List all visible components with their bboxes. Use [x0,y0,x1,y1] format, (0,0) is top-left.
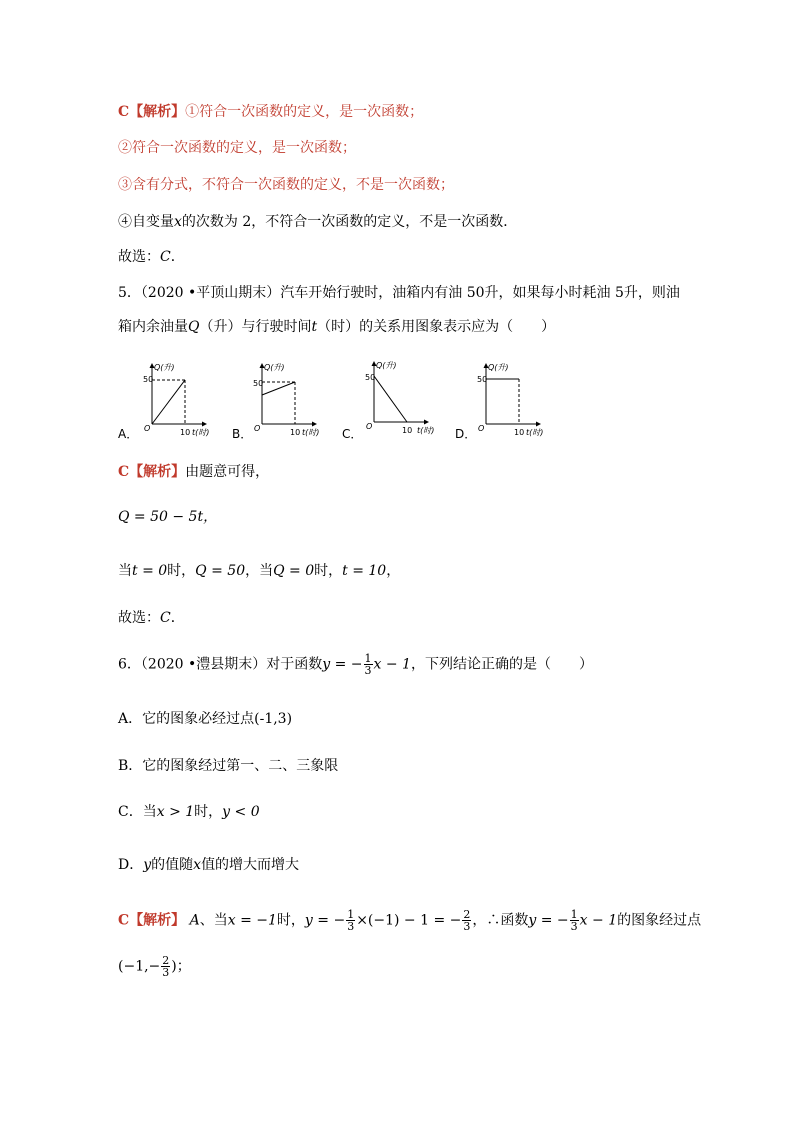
variable: x [174,214,182,230]
x-value-label: 10 [514,428,525,437]
analysis-text: ①符合一次函数的定义，是一次函数； [185,104,424,120]
fraction [364,653,373,676]
option-a-label[interactable]: A． [118,427,139,441]
x-axis-label: t(时) [302,428,320,437]
text: D． [118,857,144,873]
graph-a [140,362,220,437]
text: 的次数为 2，不符合一次函数的定义，不是一次函数． [181,214,518,230]
text: ． [170,610,185,626]
origin-label: O [144,424,151,433]
option-d-label[interactable]: D． [455,427,477,441]
graph-b [250,362,330,437]
denominator: 3 [570,920,578,933]
text: （时）的关系用图象表示应为（ ） [317,319,556,335]
x-value-label: 10 [290,428,301,437]
analysis3-line2 [118,955,191,978]
fraction [570,909,579,932]
x-axis-label: t(时) [417,426,435,435]
answer-tag-letter: C [118,464,130,480]
text: 当 [118,563,132,579]
graph-c [362,360,442,435]
analysis2-answer [118,609,185,627]
origin-label: O [254,424,261,433]
text: 、当 [199,912,228,929]
math: y = − [304,912,346,929]
analysis1-answer [118,248,185,266]
text: ． [170,249,185,265]
text: A．它的图象必经过点 [118,711,255,727]
q6-stem [118,653,593,676]
y-value-label: 50 [143,375,154,384]
x-value-label: 10 [180,428,191,437]
math: x − 1 [373,656,411,673]
text: ； [176,958,191,975]
text: 的值随 [151,857,194,873]
math: (-1,3) [254,711,293,727]
analysis1-line3: ③含有分式，不符合一次函数的定义，不是一次函数； [118,177,454,193]
math: x [193,857,202,873]
text: 故选： [118,610,160,626]
math: A [189,912,200,929]
text: 6．（2020 •澧县期末）对于函数 [118,656,323,673]
math: x = −1 [227,912,277,929]
numerator: 1 [347,908,355,921]
text: （升）与行驶时间 [199,319,312,335]
math: Q = 50 [195,563,246,579]
numerator: 2 [463,908,471,921]
condition-line [118,562,400,580]
graph-d [474,362,554,437]
numerator: 2 [162,954,170,967]
math: y < 0 [222,804,260,820]
q6-option-b[interactable]: B．它的图象经过第一、二、三象限 [118,758,339,774]
q5-stem-line2 [118,318,555,336]
origin-label: O [366,422,373,431]
denominator: 3 [162,966,170,979]
text: 的图象经过点 [617,912,702,929]
q6-option-c[interactable] [118,803,260,821]
denominator: 3 [347,920,355,933]
text: 时， [194,804,223,820]
math: x > 1 [156,804,195,820]
fraction [161,955,170,978]
math: t = 10 [342,563,387,579]
analysis2-line1 [118,463,269,481]
text: ， [386,563,401,579]
variable: t [311,319,318,335]
math: (−1,− [118,958,161,975]
text: C．当 [118,804,157,820]
math: x − 1 [579,912,618,929]
text: 时， [167,563,196,579]
analysis3-line1 [118,909,701,932]
analysis1-line4 [118,213,517,231]
text: ，下列结论正确的是（ ） [410,656,593,673]
y-value-label: 50 [253,379,264,388]
fraction [462,909,471,932]
numerator: 1 [364,652,372,665]
text: 由题意可得， [185,464,270,480]
math: y = − [322,656,363,673]
math: y = − [528,912,569,929]
option-b-label[interactable]: B． [232,427,253,441]
q5-stem-line1: 5．（2020 •平顶山期末）汽车开始行驶时，油箱内有油 50升，如果每小时耗油 5升，则油 [118,285,680,301]
q6-option-d[interactable] [118,856,299,874]
analysis-tag: 【解析】 [129,464,186,480]
y-value-label: 50 [477,375,488,384]
answer-tag-letter: C [118,912,130,929]
answer-tag-letter: C [118,104,130,120]
text: 值的增大而增大 [201,857,300,873]
denominator: 3 [463,920,471,933]
analysis1-line1 [118,103,423,121]
y-value-label: 50 [365,373,376,382]
math: ) [171,958,177,975]
variable: Q [188,319,200,335]
math: Q = 0 [273,563,315,579]
text: 时， [276,912,305,929]
denominator: 3 [364,664,372,677]
numerator: 1 [570,908,578,921]
text: 故选： [118,249,160,265]
text: 时， [314,563,343,579]
fraction [346,909,355,932]
analysis1-line2: ②符合一次函数的定义，是一次函数； [118,140,356,156]
text: ，当 [245,563,274,579]
option-c-label[interactable]: C． [342,427,363,441]
x-axis-label: t(时) [526,428,544,437]
y-axis-label: Q(升) [264,363,285,372]
q6-option-a[interactable] [118,710,292,728]
text: ④自变量 [118,214,174,230]
math: ×(−1) − 1 = − [356,912,462,929]
text: 箱内余油量 [118,319,188,335]
answer-value: C [160,249,171,265]
x-value-label: 10 [402,426,413,435]
math: t = 0 [132,563,168,579]
answer-value: C [160,610,171,626]
text: ，∴函数 [472,912,529,929]
x-axis-label: t(时) [192,428,210,437]
y-axis-label: Q(升) [488,363,509,372]
y-axis-label: Q(升) [376,361,397,370]
analysis-tag: 【解析】 [129,912,186,929]
y-axis-label: Q(升) [154,363,175,372]
origin-label: O [478,424,485,433]
formula-line: Q = 50 − 5t， [118,509,218,525]
analysis-tag: 【解析】 [129,104,186,120]
math: y [143,857,152,873]
